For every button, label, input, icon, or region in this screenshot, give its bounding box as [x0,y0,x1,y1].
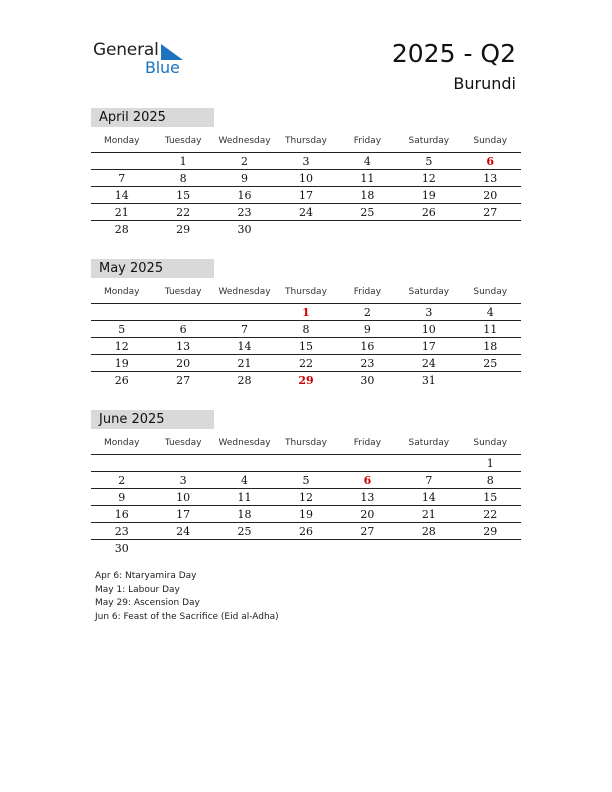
weekday-label: Thursday [285,438,327,448]
day-cell: 8 [486,473,494,487]
day-cell: 23 [237,205,252,219]
day-cell: 17 [421,339,436,353]
day-cell: 22 [298,356,313,370]
day-cell: 22 [176,205,191,219]
day-cell: 29 [298,373,314,387]
day-cell: 14 [114,188,129,202]
day-cell: 21 [421,507,436,521]
day-cell: 31 [421,373,436,387]
day-cell: 20 [176,356,191,370]
day-cell: 13 [360,490,375,504]
day-cell: 8 [302,322,310,336]
weekday-label: Wednesday [218,287,271,297]
week-row [91,523,521,540]
day-cell: 27 [176,373,191,387]
day-cell: 16 [237,188,252,202]
day-cell: 3 [302,154,310,168]
week-row [91,455,521,472]
logo-word-blue: Blue [145,58,180,77]
week-row [91,221,521,237]
day-cell: 14 [421,490,436,504]
day-cell: 12 [298,490,313,504]
day-cell: 10 [421,322,436,336]
day-cell: 18 [483,339,498,353]
week-row [91,170,521,187]
day-cell: 21 [237,356,252,370]
day-cell: 23 [360,356,375,370]
day-cell: 17 [176,507,191,521]
day-cell: 26 [114,373,129,387]
holiday-notes [95,570,279,624]
week-row [91,489,521,506]
day-cell: 24 [176,524,191,538]
day-cell: 10 [176,490,191,504]
day-cell: 20 [360,507,375,521]
holiday-note: Jun 6: Feast of the Sacrifice (Eid al-Adha) [95,611,279,622]
weekday-label: Friday [353,438,382,448]
day-cell: 18 [237,507,252,521]
month-may [91,259,521,388]
day-cell: 18 [360,188,375,202]
day-cell: 2 [241,154,249,168]
month-april [91,108,521,237]
weekday-header [91,130,521,153]
day-cell: 5 [118,322,126,336]
weekday-label: Sunday [473,136,508,146]
weekday-label: Wednesday [218,136,271,146]
country-name: Burundi [453,74,516,93]
weekday-label: Tuesday [164,287,202,297]
day-cell: 4 [363,154,371,168]
week-row [91,372,521,388]
day-cell: 6 [486,154,495,168]
weekday-label: Monday [103,438,140,448]
weekday-label: Tuesday [164,136,202,146]
day-cell: 25 [360,205,375,219]
weekday-label: Monday [103,136,140,146]
weekday-label: Sunday [473,287,508,297]
weekday-label: Monday [103,287,140,297]
month-title: May 2025 [91,259,214,278]
day-cell: 16 [114,507,129,521]
day-cell: 3 [179,473,187,487]
day-cell: 19 [114,356,129,370]
day-cell: 17 [298,188,313,202]
day-cell: 26 [421,205,436,219]
day-cell: 25 [237,524,252,538]
week-row [91,355,521,372]
holiday-note: May 29: Ascension Day [95,598,200,608]
week-row [91,472,521,489]
day-cell: 30 [237,222,252,236]
day-cell: 27 [483,205,498,219]
day-cell: 30 [114,541,129,555]
weekday-label: Sunday [473,438,508,448]
day-cell: 19 [298,507,313,521]
day-cell: 28 [237,373,252,387]
day-cell: 9 [363,322,371,336]
weekday-label: Friday [353,136,382,146]
day-cell: 12 [421,171,436,185]
day-cell: 12 [114,339,129,353]
week-row [91,204,521,221]
day-cell: 24 [421,356,436,370]
month-grid [91,455,521,556]
day-cell: 13 [483,171,498,185]
day-cell: 1 [179,154,187,168]
day-cell: 2 [118,473,126,487]
day-cell: 1 [302,305,310,319]
day-cell: 27 [360,524,375,538]
weekday-label: Thursday [285,287,327,297]
month-grid [91,304,521,388]
day-cell: 28 [421,524,436,538]
day-cell: 15 [483,490,498,504]
week-row [91,187,521,204]
weekday-header [91,281,521,304]
week-row [91,540,521,556]
day-cell: 22 [483,507,498,521]
day-cell: 28 [114,222,129,236]
weekday-label: Thursday [285,136,327,146]
day-cell: 14 [237,339,252,353]
holiday-note: Apr 6: Ntaryamira Day [95,571,197,581]
day-cell: 6 [363,473,372,487]
day-cell: 4 [241,473,249,487]
day-cell: 7 [425,473,433,487]
day-cell: 25 [483,356,498,370]
day-cell: 5 [302,473,310,487]
header [392,38,516,93]
day-cell: 26 [298,524,313,538]
day-cell: 1 [486,456,494,470]
day-cell: 16 [360,339,375,353]
day-cell: 11 [483,322,498,336]
week-row [91,321,521,338]
day-cell: 5 [425,154,433,168]
weekday-label: Tuesday [164,438,202,448]
day-cell: 29 [483,524,498,538]
month-title: April 2025 [91,108,214,127]
holiday-note: May 1: Labour Day [95,584,180,595]
day-cell: 21 [114,205,129,219]
weekday-label: Saturday [408,438,450,448]
weekday-label: Wednesday [218,438,271,448]
weekday-label: Saturday [408,287,450,297]
day-cell: 10 [298,171,313,185]
month-grid [91,153,521,237]
day-cell: 11 [360,171,375,185]
day-cell: 15 [298,339,313,353]
day-cell: 6 [179,322,187,336]
logo-word-general: General [93,40,159,60]
weekday-label: Saturday [408,136,450,146]
day-cell: 15 [176,188,191,202]
day-cell: 9 [118,490,126,504]
day-cell: 3 [425,305,433,319]
generalblue-logo [93,40,193,80]
week-row [91,506,521,523]
day-cell: 9 [241,171,249,185]
day-cell: 13 [176,339,191,353]
day-cell: 2 [363,305,371,319]
day-cell: 20 [483,188,498,202]
day-cell: 30 [360,373,375,387]
week-row [91,153,521,170]
day-cell: 23 [114,524,129,538]
day-cell: 29 [176,222,191,236]
day-cell: 7 [118,171,126,185]
month-june [91,410,521,556]
day-cell: 7 [241,322,249,336]
day-cell: 11 [237,490,252,504]
day-cell: 19 [421,188,436,202]
day-cell: 8 [179,171,187,185]
weekday-label: Friday [353,287,382,297]
page-title: 2025 - Q2 [391,39,516,68]
weekday-header [91,432,521,455]
week-row [91,304,521,321]
day-cell: 24 [298,205,313,219]
week-row [91,338,521,355]
month-title: June 2025 [91,410,214,429]
day-cell: 4 [486,305,494,319]
